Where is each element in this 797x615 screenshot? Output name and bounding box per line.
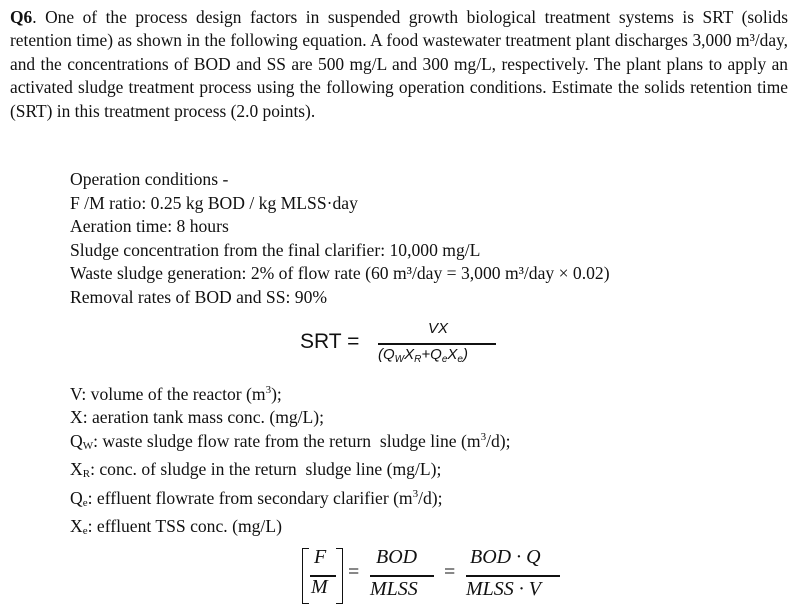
bod-mlss-bar bbox=[370, 575, 434, 577]
equals-sign-1: = bbox=[348, 561, 360, 583]
condition-sludge-concentration: Sludge concentration from the final clarifier: 10,000 mg/L bbox=[70, 239, 481, 260]
srt-label: SRT = bbox=[300, 330, 360, 353]
fm-ratio-equation bbox=[300, 544, 580, 608]
bod-numerator: BOD bbox=[376, 546, 418, 568]
condition-removal-rates: Removal rates of BOD and SS: 90% bbox=[70, 286, 328, 307]
left-bracket bbox=[302, 548, 309, 604]
srt-numerator: VX bbox=[428, 320, 449, 337]
srt-denominator: $(Q_WX_R+Q_eX_e)$ bbox=[378, 346, 468, 365]
variable-definitions bbox=[70, 383, 511, 543]
condition-waste-sludge: Waste sludge generation: 2% of flow rate (60 m³/day = 3,000 m³/day × 0.02) bbox=[70, 263, 610, 284]
question-text: . One of the process design factors in suspended growth biological treatment systems is SRT (solids retention time) as shown in the following equation. A food wastewater treatment plant discharges 3,000 m³/day, and the concentrations of BOD and SS are 500 mg/L and 300 mg/L, respectively. The plant plans to apply an activated sludge treatment process using the following operation conditions. Estimate the solids retention time (SRT) in this treatment process (2.0 points). bbox=[10, 7, 788, 121]
fm-f: F bbox=[314, 546, 327, 568]
right-bracket bbox=[336, 548, 343, 604]
srt-fraction-bar bbox=[378, 343, 496, 345]
operation-conditions bbox=[70, 168, 610, 310]
mlss-v-denominator: MLSS · V bbox=[466, 578, 541, 600]
question-paragraph bbox=[10, 6, 788, 123]
definition-xe: $X_e$: effluent TSS conc. (mg/L) bbox=[70, 516, 282, 538]
srt-equation bbox=[300, 318, 540, 378]
definition-v: V: volume of the reactor $(m^3)$; bbox=[70, 384, 282, 404]
condition-aeration-time: Aeration time: 8 hours bbox=[70, 216, 229, 237]
definition-qe: $Q_e$: effluent flowrate from secondary clarifier $(m^3/d)$; bbox=[70, 487, 443, 509]
condition-fm-ratio: F /M ratio: 0.25 kg BOD / kg MLSS·day bbox=[70, 192, 358, 213]
bodq-mlssv-bar bbox=[466, 575, 560, 577]
definition-qw: $Q_W$: waste sludge flow rate from the return sludge line $(m^3/d)$; bbox=[70, 430, 511, 452]
fm-m: M bbox=[311, 576, 328, 598]
mlss-denominator: MLSS bbox=[370, 578, 418, 600]
question-number: Q6 bbox=[10, 7, 33, 27]
bod-q-numerator: BOD · Q bbox=[470, 546, 541, 568]
definition-xr: $X_R$: conc. of sludge in the return sludge line (mg/L); bbox=[70, 459, 442, 481]
conditions-heading: Operation conditions - bbox=[70, 169, 229, 189]
definition-x: X: aeration tank mass conc. (mg/L); bbox=[70, 407, 325, 428]
equals-sign-2: = bbox=[444, 561, 456, 583]
